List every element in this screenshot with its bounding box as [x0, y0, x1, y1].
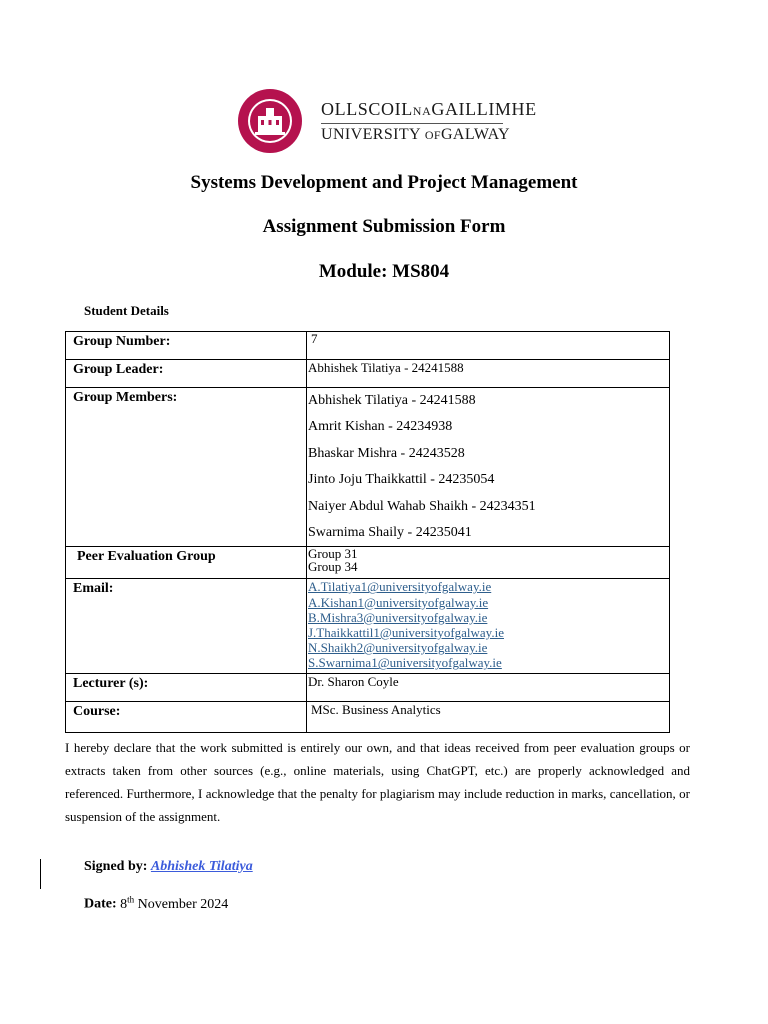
- document-title: Systems Development and Project Management: [190, 172, 578, 193]
- list-item: Amrit Kishan - 24234938: [308, 419, 453, 435]
- form-subtitle: Assignment Submission Form: [262, 216, 506, 237]
- course-label: Course:: [66, 702, 307, 733]
- group-leader-label: Group Leader:: [66, 360, 307, 388]
- text-cursor: [40, 859, 41, 889]
- date-value: 8th November 2024: [120, 894, 229, 912]
- logo-english-name: UNIVERSITY OFGALWAY: [321, 126, 511, 143]
- email-link[interactable]: B.Mishra3@universityofgalway.ie: [308, 609, 488, 625]
- course-value: MSc. Business Analytics: [307, 702, 670, 733]
- table-row: [66, 674, 670, 702]
- peer-evaluation-label: Peer Evaluation Group: [66, 547, 307, 579]
- university-seal-icon: [237, 88, 303, 154]
- list-item: Group 34: [308, 559, 358, 575]
- university-logo: [237, 88, 537, 154]
- list-item: Bhaskar Mishra - 24243528: [308, 445, 465, 461]
- signed-by-label: Signed by:: [84, 859, 148, 874]
- email-link[interactable]: A.Kishan1@universityofgalway.ie: [308, 594, 489, 610]
- module-heading: Module: MS804: [318, 261, 450, 282]
- email-link[interactable]: N.Shaikh2@universityofgalway.ie: [308, 640, 488, 656]
- lecturer-label: Lecturer (s):: [66, 674, 307, 702]
- email-link[interactable]: A.Tilatiya1@universityofgalway.ie: [308, 579, 492, 595]
- email-link[interactable]: S.Swarnima1@universityofgalway.ie: [308, 655, 502, 671]
- lecturer-value: Dr. Sharon Coyle: [307, 674, 670, 702]
- table-row: [66, 579, 670, 674]
- date-line: [84, 894, 228, 913]
- date-label: Date:: [84, 896, 117, 912]
- logo-irish-name: OLLSCOILNAGAILLIMHE: [321, 99, 537, 119]
- table-row: [66, 547, 670, 579]
- list-item: Swarnima Shaily - 24235041: [308, 525, 472, 541]
- group-members-label: Group Members:: [66, 388, 307, 547]
- signature-name-link[interactable]: Abhishek Tilatiya: [150, 859, 253, 874]
- email-list: [307, 579, 670, 674]
- student-details-table: [65, 331, 670, 733]
- peer-evaluation-groups: [307, 547, 670, 579]
- logo-divider: [321, 123, 503, 124]
- group-members-list: [307, 388, 670, 547]
- table-row: [66, 332, 670, 360]
- group-leader-value: Abhishek Tilatiya - 24241588: [307, 360, 670, 388]
- list-item: Jinto Joju Thaikkattil - 24235054: [308, 472, 495, 488]
- signature-line: [84, 859, 253, 875]
- student-details-label: Student Details: [84, 303, 169, 318]
- list-item: Abhishek Tilatiya - 24241588: [308, 393, 476, 408]
- plagiarism-declaration: I hereby declare that the work submitted is entirely our own, and that ideas received from peer evaluation groups or extracts taken from other sources (e.g., online materials, using ChatGPT, etc.) are properly acknowledged and referenced. Furthermore, I acknowledge that the penalty for plagiarism may include reduction in marks, cancellation, or suspension of the assignment.: [65, 740, 690, 824]
- group-number-value: 7: [307, 332, 670, 360]
- table-row: [66, 702, 670, 733]
- list-item: Group 31: [308, 546, 358, 562]
- group-number-label: Group Number:: [66, 332, 307, 360]
- table-row: [66, 360, 670, 388]
- list-item: Naiyer Abdul Wahab Shaikh - 24234351: [308, 498, 536, 514]
- email-label: Email:: [66, 579, 307, 674]
- email-link[interactable]: J.Thaikkattil1@universityofgalway.ie: [308, 625, 504, 641]
- table-row: [66, 388, 670, 547]
